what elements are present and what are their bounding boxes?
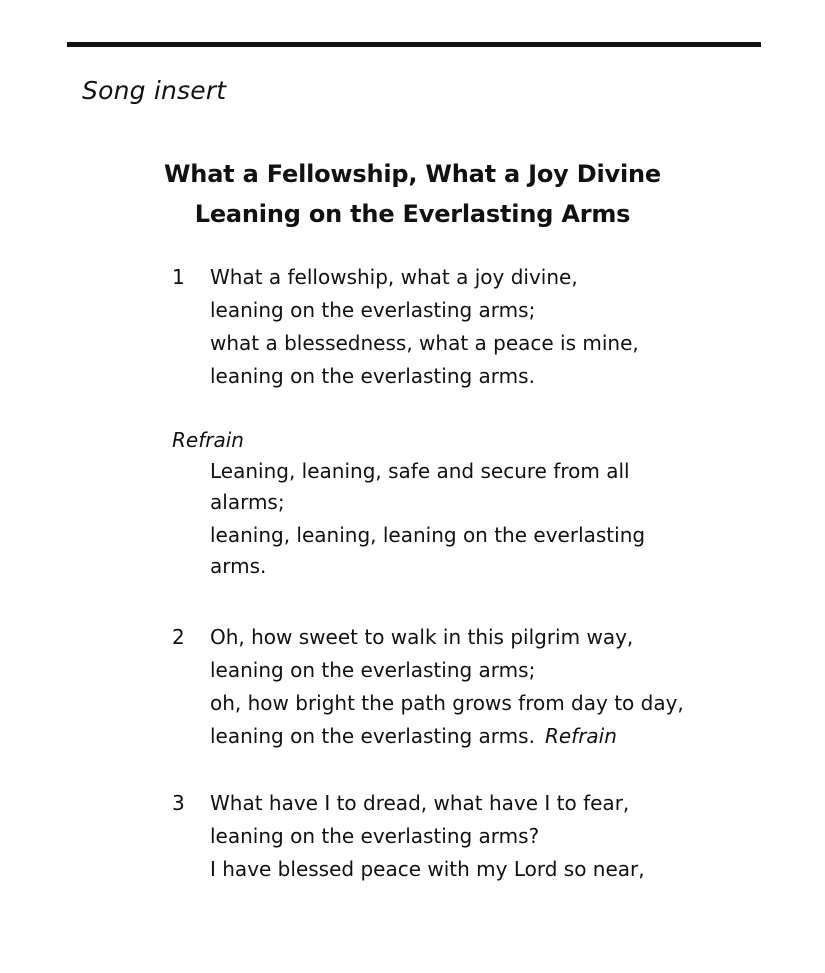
refrain-label: Refrain [172,428,244,452]
top-rule [67,42,761,47]
verse-line: leaning on the everlasting arms; [210,298,536,322]
verse-line: What a fellowship, what a joy divine, [210,265,578,289]
refrain-line: leaning, leaning, leaning on the everlasting arms. [210,523,646,578]
verse-1 [172,262,692,392]
hymn-text [172,262,692,887]
verse-line: What have I to dread, what have I to fear, [210,791,630,815]
verse-line-text: leaning on the everlasting arms. [210,724,535,748]
song-title-block [0,154,825,234]
verse-3 [172,788,692,885]
verse-2 [172,622,692,752]
verse-number: 3 [172,791,185,815]
refrain-line: Leaning, leaning, safe and secure from all alarms; [210,459,630,514]
verse-line: leaning on the everlasting arms? [210,824,540,848]
verse-line: leaning on the everlasting arms; [210,658,536,682]
refrain-body [172,456,692,582]
song-subtitle: Leaning on the Everlasting Arms [194,200,631,228]
refrain-cue: Refrain [544,724,617,748]
verse-line: Oh, how sweet to walk in this pilgrim way, [210,625,634,649]
song-title: What a Fellowship, What a Joy Divine [164,160,661,188]
verse-line: I have blessed peace with my Lord so near, [210,857,645,881]
verse-line: leaning on the everlasting arms. [210,364,535,388]
verse-line: what a blessedness, what a peace is mine, [210,331,639,355]
section-label: Song insert [82,76,227,105]
verse-line: oh, how bright the path grows from day to day, [210,691,684,715]
verse-number: 2 [172,625,185,649]
verse-number: 1 [172,265,185,289]
verse-line-last [210,721,692,752]
